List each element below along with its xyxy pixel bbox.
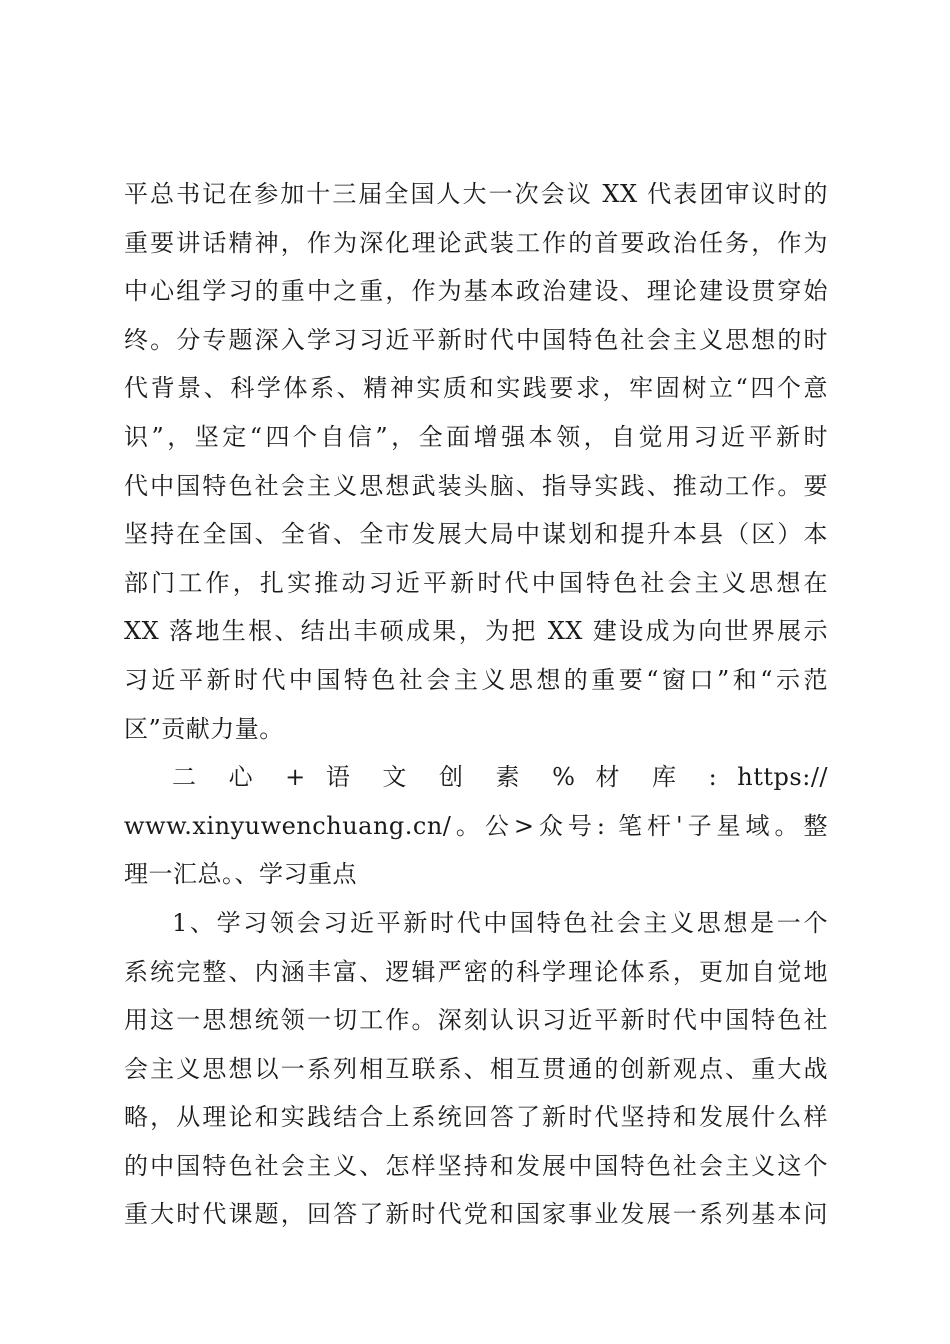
text-line: 代背景、科学体系、精神实质和实践要求，牢固树立“四个意 <box>124 374 828 403</box>
text-line: 部门工作，扎实推动习近平新时代中国特色社会主义思想在 <box>124 568 828 597</box>
text-line: 习近平新时代中国特色社会主义思想的重要“窗口”和“示范 <box>124 665 828 694</box>
text-line: 的中国特色社会主义、怎样坚持和发展中国特色社会主义这个 <box>124 1151 828 1180</box>
paragraph-2 <box>124 753 828 899</box>
text-line: 二 心 + 语 文 创 素 % 材 库 : https:// <box>172 763 828 792</box>
text-line: 识”，坚定“四个自信”，全面增强本领，自觉用习近平新时 <box>124 422 828 451</box>
text-line: XX 落地生根、结出丰硕成果，为把 XX 建设成为向世界展示 <box>124 617 828 646</box>
text-line: 坚持在全国、全省、全市发展大局中谋划和提升本县（区）本 <box>124 520 828 549</box>
text-line: www.xinyuwenchuang.cn/。公>众号: 笔杆'子星域。整 <box>124 811 828 840</box>
text-line: 理一汇总。、学习重点 <box>124 860 357 889</box>
text-line: 代中国特色社会主义思想武装头脑、指导实践、推动工作。要 <box>124 471 828 500</box>
text-line: 平总书记在参加十三届全国人大一次会议 XX 代表团审议时的 <box>124 180 828 208</box>
document-body <box>124 170 828 1239</box>
text-line: 区”贡献力量。 <box>124 714 284 743</box>
text-line: 用这一思想统领一切工作。深刻认识习近平新时代中国特色社 <box>124 1006 828 1035</box>
text-line: 1、学习领会习近平新时代中国特色社会主义思想是一个 <box>172 908 828 937</box>
paragraph-3 <box>124 899 828 1239</box>
text-line: 会主义思想以一系列相互联系、相互贯通的创新观点、重大战 <box>124 1054 828 1083</box>
text-line: 重大时代课题，回答了新时代党和国家事业发展一系列基本问 <box>124 1200 828 1229</box>
text-line: 终。分专题深入学习习近平新时代中国特色社会主义思想的时 <box>124 325 828 354</box>
text-line: 略，从理论和实践结合上系统回答了新时代坚持和发展什么样 <box>124 1103 828 1132</box>
paragraph-1 <box>124 170 828 753</box>
text-line: 中心组学习的重中之重，作为基本政治建设、理论建设贯穿始 <box>124 277 828 306</box>
text-line: 重要讲话精神，作为深化理论武装工作的首要政治任务，作为 <box>124 228 828 257</box>
text-line: 系统完整、内涵丰富、逻辑严密的科学理论体系，更加自觉地 <box>124 957 828 986</box>
